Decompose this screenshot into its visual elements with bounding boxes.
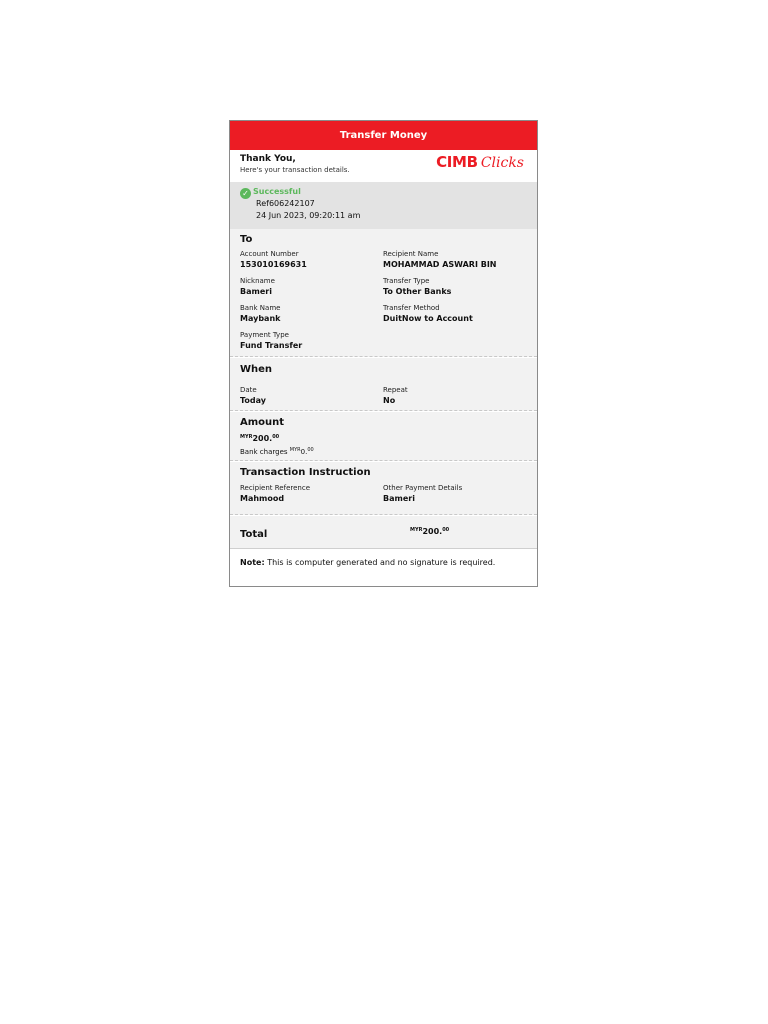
nickname-label: Nickname [240, 277, 275, 285]
bank-charges-currency: MYR [289, 447, 301, 453]
section-title-amount: Amount [240, 417, 285, 428]
total-label: Total [240, 529, 268, 540]
amount-section [230, 412, 537, 460]
amount-main: 200. [252, 434, 273, 443]
greeting-section [230, 150, 537, 182]
bank-name-label: Bank Name [240, 304, 281, 312]
other-payment-details-value: Bameri [383, 494, 415, 503]
date-label: Date [240, 386, 257, 394]
bank-charges-label: Bank charges [240, 448, 288, 456]
total-value [410, 527, 449, 536]
reference-number: Ref606242107 [256, 199, 315, 208]
recipient-reference-value: Mahmood [240, 494, 285, 503]
amount-value [240, 434, 279, 443]
note-body: This is computer generated and no signature is required. [267, 558, 496, 567]
receipt-header: Transfer Money [230, 121, 537, 150]
bank-charges-main: 0. [300, 448, 308, 456]
section-title-when: When [240, 364, 273, 375]
transaction-datetime: 24 Jun 2023, 09:20:11 am [256, 211, 361, 220]
payment-type-label: Payment Type [240, 331, 289, 339]
nickname-value: Bameri [240, 287, 272, 296]
transaction-receipt [229, 120, 538, 587]
section-title-instruction: Transaction Instruction [240, 467, 371, 478]
bank-name-value: Maybank [240, 314, 281, 323]
status-section [230, 182, 537, 229]
note-section [230, 548, 537, 586]
repeat-value: No [383, 396, 396, 405]
repeat-label: Repeat [383, 386, 408, 394]
payment-type-value: Fund Transfer [240, 341, 303, 350]
date-value: Today [240, 396, 266, 405]
when-section [230, 358, 537, 410]
total-section [230, 516, 537, 548]
other-payment-details-label: Other Payment Details [383, 484, 463, 492]
logo-brand: CIMB [436, 153, 478, 171]
transfer-type-value: To Other Banks [383, 287, 452, 296]
recipient-name-value: MOHAMMAD ASWARI BIN [383, 260, 497, 269]
logo-product: Clicks [480, 155, 524, 171]
total-main: 200. [422, 527, 443, 536]
account-number-label: Account Number [240, 250, 299, 258]
greeting-subtitle: Here's your transaction details. [240, 166, 350, 174]
greeting-title: Thank You, [240, 154, 296, 164]
section-title-to: To [240, 234, 253, 245]
account-number-value: 153010169631 [240, 260, 307, 269]
instruction-section [230, 462, 537, 514]
note-text [240, 558, 495, 567]
recipient-reference-label: Recipient Reference [240, 484, 310, 492]
amount-currency: MYR [240, 434, 253, 440]
bank-charges-cents: 00 [307, 447, 314, 453]
transfer-method-label: Transfer Method [383, 304, 440, 312]
check-circle-icon: ✓ [240, 188, 251, 199]
to-section [230, 229, 537, 356]
status-label: Successful [253, 187, 301, 196]
transfer-type-label: Transfer Type [383, 277, 430, 285]
recipient-name-label: Recipient Name [383, 250, 439, 258]
note-label: Note: [240, 558, 265, 567]
amount-cents: 00 [272, 434, 280, 440]
total-currency: MYR [410, 527, 423, 533]
cimb-clicks-logo [436, 152, 524, 171]
total-cents: 00 [442, 527, 450, 533]
transfer-method-value: DuitNow to Account [383, 314, 473, 323]
bank-charges [240, 447, 314, 456]
